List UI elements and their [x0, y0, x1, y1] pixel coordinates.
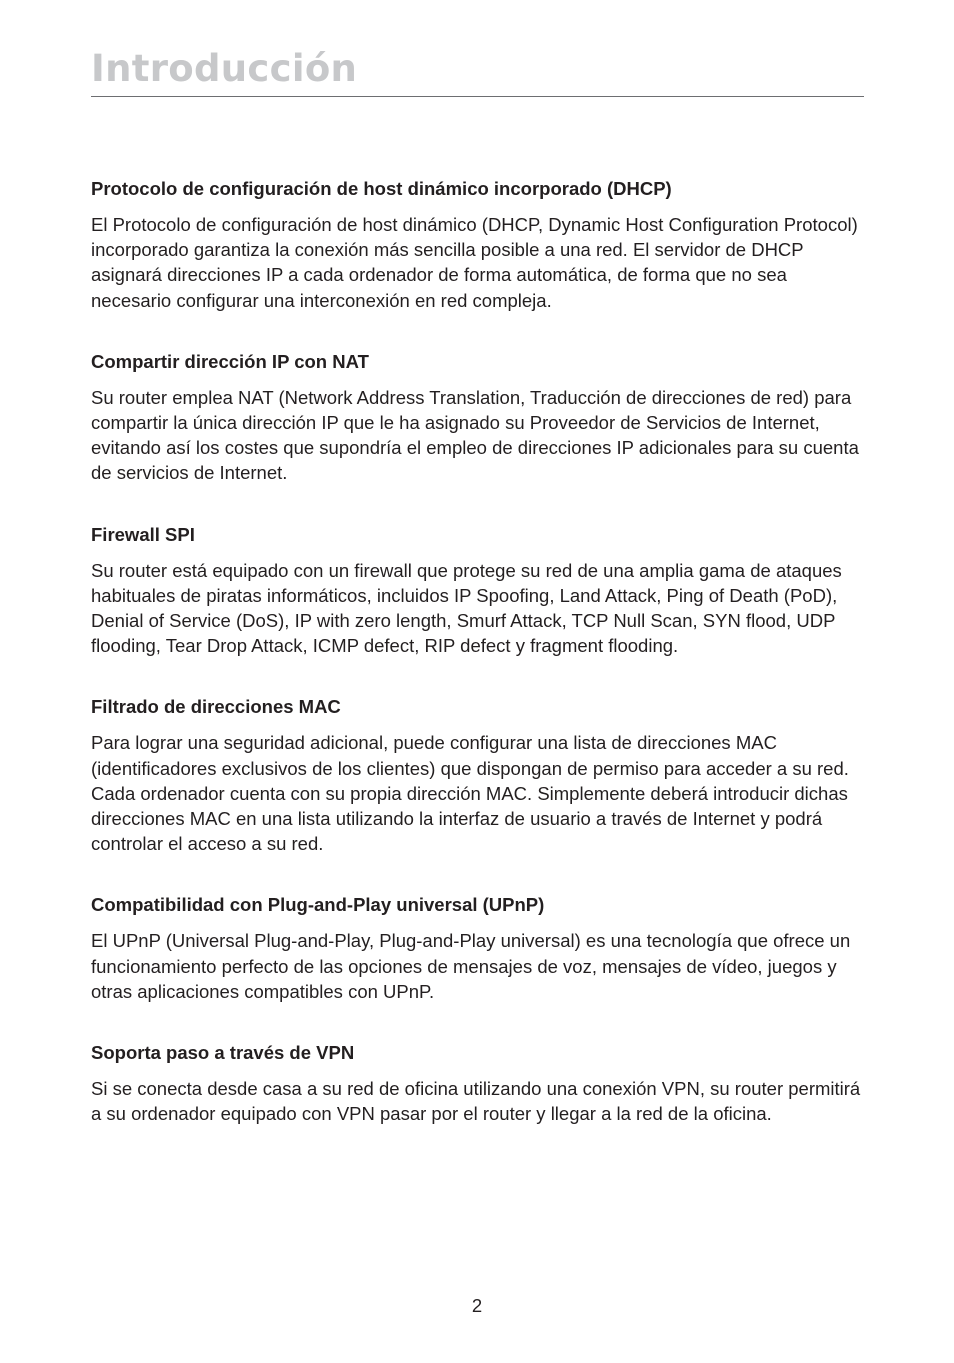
section-heading: Compatibilidad con Plug-and-Play universal (UPnP)	[91, 894, 545, 916]
section-upnp	[91, 892, 866, 1004]
section-body: Para lograr una seguridad adicional, puede configurar una lista de direcciones MAC (identificadores exclusivos de los clientes) que dispongan de permiso para acceder a su red. Cada ordenador cuenta con su propia dirección MAC. Simplemente deberá introducir dichas direcciones MAC en una lista utilizando la interfaz de usuario a través de Internet y podrá controlar el acceso a su red.	[91, 732, 849, 855]
section-body: El UPnP (Universal Plug-and-Play, Plug-and-Play universal) es una tecnología que ofrece un funcionamiento perfecto de las opciones de mensajes de voz, mensajes de vídeo, juegos y otras aplicaciones compatibles con UPnP.	[91, 930, 851, 1002]
section-body: Si se conecta desde casa a su red de oficina utilizando una conexión VPN, su router permitirá a su ordenador equipado con VPN pasar por el router y llegar a la red de la oficina.	[91, 1078, 861, 1125]
header-divider	[91, 96, 864, 97]
section-body: Su router emplea NAT (Network Address Translation, Traducción de direcciones de red) para compartir la única dirección IP que le ha asignado su Proveedor de Servicios de Internet, evitando así los costes que supondría el empleo de direcciones IP adicionales para su cuenta de servicios de Internet.	[91, 386, 859, 484]
section-body: El Protocolo de configuración de host dinámico (DHCP, Dynamic Host Configuration Protocol) incorporado garantiza la conexión más sencilla posible a una red. El servidor de DHCP asignará direcciones IP a cada ordenador de forma automática, de forma que no sea necesario configurar una interconexión en red compleja.	[91, 214, 858, 311]
page-number: 2	[471, 1295, 483, 1316]
section-vpn	[91, 1040, 866, 1126]
page-header	[91, 44, 864, 94]
section-heading: Firewall SPI	[91, 523, 195, 545]
section-dhcp	[91, 176, 866, 313]
section-heading: Protocolo de configuración de host dinámico incorporado (DHCP)	[91, 178, 672, 199]
section-nat	[91, 349, 866, 486]
section-heading: Soporta paso a través de VPN	[91, 1042, 355, 1064]
section-heading: Compartir dirección IP con NAT	[91, 350, 369, 372]
section-mac-filtering	[91, 694, 866, 856]
page-title: Introducción	[91, 47, 358, 90]
section-body: Su router está equipado con un firewall que protege su red de una amplia gama de ataques habituales de piratas informáticos, incluidos IP Spoofing, Land Attack, Ping of Death (PoD), Denial of Service (DoS), IP with zero length, Smurf Attack, TCP Null Scan, SYN flood, UDP flooding, Tear Drop Attack, ICMP defect, RIP defect y fragment flooding.	[91, 559, 842, 657]
page-content	[91, 176, 866, 1162]
section-firewall	[91, 522, 866, 659]
section-heading: Filtrado de direcciones MAC	[91, 696, 341, 718]
